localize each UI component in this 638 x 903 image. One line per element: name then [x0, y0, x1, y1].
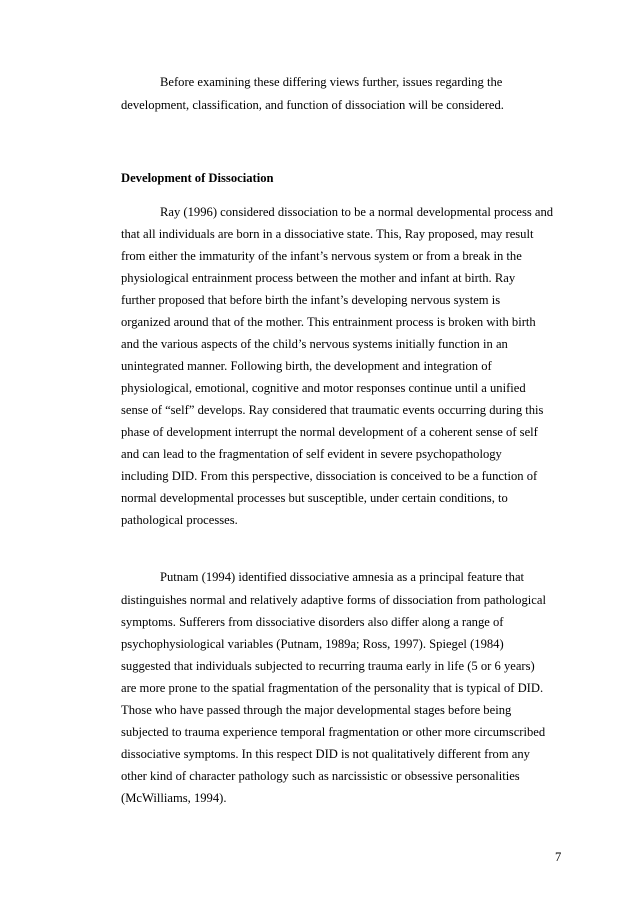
paragraph-line: physiological, emotional, cognitive and motor responses continue until a unified: [121, 381, 526, 395]
paragraph-line: from either the immaturity of the infant’s nervous system or from a break in the: [121, 249, 522, 263]
section-heading: Development of Dissociation: [121, 171, 274, 185]
paragraph-line: normal developmental processes but susceptible, under certain conditions, to: [121, 491, 508, 505]
paragraph-line: physiological entrainment process between the mother and infant at birth. Ray: [121, 271, 516, 285]
paragraph-line: Before examining these differing views further, issues regarding the: [160, 75, 503, 89]
paragraph-line: (McWilliams, 1994).: [121, 791, 227, 805]
paragraph-line: Putnam (1994) identified dissociative amnesia as a principal feature that: [160, 570, 525, 584]
paragraph-line: and can lead to the fragmentation of self evident in severe psychopathology: [121, 447, 502, 461]
page-number: 7: [555, 850, 562, 864]
paragraph-line: Ray (1996) considered dissociation to be a normal developmental process and: [160, 205, 554, 219]
paragraph-line: including DID. From this perspective, dissociation is conceived to be a function of: [121, 469, 538, 483]
paragraph-line: that all individuals are born in a dissociative state. This, Ray proposed, may result: [121, 227, 534, 241]
paragraph-line: subjected to trauma experience temporal fragmentation or other more circumscribed: [121, 725, 546, 739]
paragraph-line: unintegrated manner. Following birth, the development and integration of: [121, 359, 492, 373]
paragraph-line: suggested that individuals subjected to recurring trauma early in life (5 or 6 years): [121, 659, 535, 673]
paragraph-line: pathological processes.: [121, 513, 238, 527]
paragraph-line: further proposed that before birth the infant’s developing nervous system is: [121, 293, 501, 307]
paragraph-line: are more prone to the spatial fragmentation of the personality that is typical of DID.: [121, 681, 544, 695]
paragraph-line: psychophysiological variables (Putnam, 1989a; Ross, 1997). Spiegel (1984): [121, 637, 504, 651]
paragraph-line: phase of development interrupt the normal development of a coherent sense of self: [121, 425, 538, 439]
paragraph-line: development, classification, and function of dissociation will be considered.: [121, 98, 504, 112]
paragraph-line: organized around that of the mother. This entrainment process is broken with birth: [121, 315, 536, 329]
paragraph-line: other kind of character pathology such as narcissistic or obsessive personalities: [121, 769, 520, 783]
paragraph-line: dissociative symptoms. In this respect DID is not qualitatively different from any: [121, 747, 530, 761]
paragraph-line: distinguishes normal and relatively adaptive forms of dissociation from pathological: [121, 593, 546, 607]
paragraph-line: sense of “self” develops. Ray considered that traumatic events occurring during this: [121, 403, 544, 417]
paragraph-line: and the various aspects of the child’s nervous systems initially function in an: [121, 337, 508, 351]
paragraph-line: symptoms. Sufferers from dissociative disorders also differ along a range of: [121, 615, 504, 629]
paragraph-line: Those who have passed through the major developmental stages before being: [121, 703, 512, 717]
